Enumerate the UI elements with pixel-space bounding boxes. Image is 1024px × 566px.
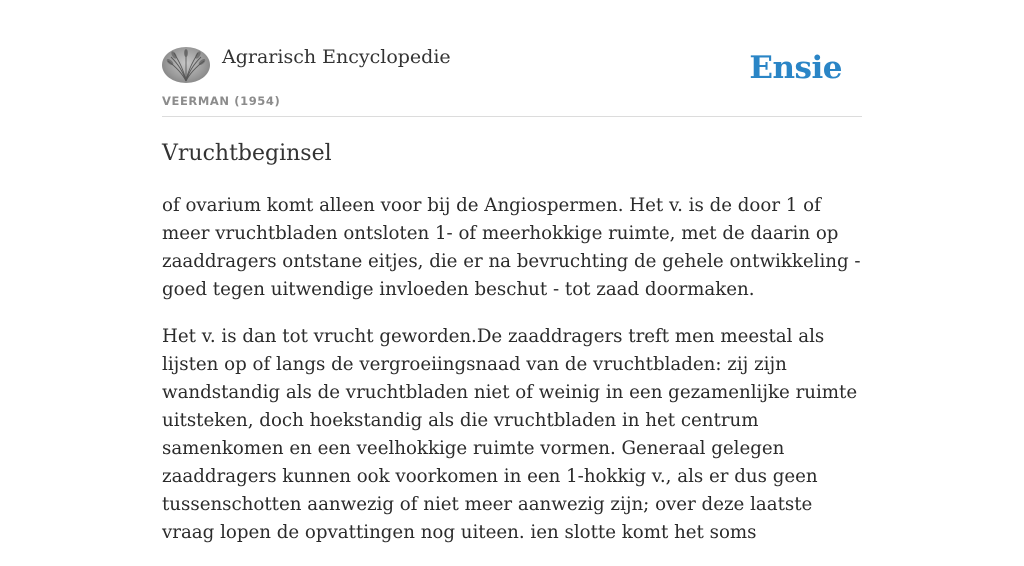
entry-title: Vruchtbeginsel xyxy=(162,141,332,166)
paragraph: Het v. is dan tot vrucht geworden.De zaaddragers treft men meestal als lijsten op of langs de vergroeiingsnaad van de vruchtbladen: zij zijn wandstandig als de vruchtbladen niet of weinig in een gezamenlijke ruimte uitsteken, doch hoekstandig als die vruchtbladen in het centrum samenkomen en een veelhokkige ruimte vormen. Generaal gelegen zaaddragers kunnen ook voorkomen in een 1-hokkig v., als er dus geen tussenschotten aanwezig of niet meer aanwezig zijn; over deze laatste vraag lopen de opvattingen nog uiteen. ien slotte komt het soms xyxy=(162,326,858,543)
paragraph: of ovarium komt alleen voor bij de Angiospermen. Het v. is de door 1 of meer vruchtbladen ontsloten 1- of meerhokkige ruimte, met de daarin op zaaddragers ontstane eitjes, die er na bevruchting de gehele ontwikkeling - goed tegen uitwendige invloeden beschut - tot zaad doormaken. xyxy=(162,195,861,300)
page xyxy=(162,0,862,543)
brand-logo[interactable]: Ensie xyxy=(749,50,842,86)
header xyxy=(162,0,862,117)
publication-subtitle: VEERMAN (1954) xyxy=(162,94,281,108)
entry-body xyxy=(162,192,862,566)
publication-title[interactable]: Agrarisch Encyclopedie xyxy=(222,46,451,68)
wheat-image-icon[interactable] xyxy=(162,47,210,83)
